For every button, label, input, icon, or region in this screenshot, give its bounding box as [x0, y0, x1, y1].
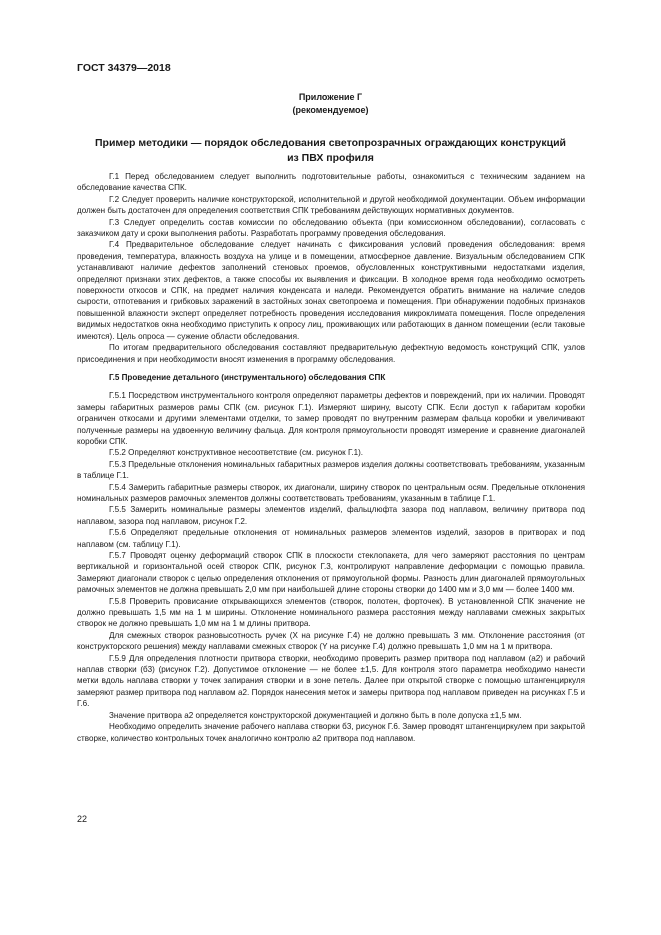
section-heading-g5: Г.5 Проведение детального (инструментального) обследования СПК [109, 372, 386, 382]
paragraph-g5-9-overlap: Необходимо определить значение рабочего наплава створки б3, рисунок Г.6. Замер проводят штангенциркулем при закрытой створке, количество контрольных точек аналогично контролю а2 притвора под наплавом. [77, 722, 585, 743]
paragraph-g5-7: Г.5.7 Проводят оценку деформаций створок СПК в плоскости стеклопакета, для чего замеряют расстояния по центрам вертикальной и горизонтальной осей створок СПК, рисунок Г.3, контролируют направление деформации с помощью правила. Замеряют диагонали створок с целью определения отклонения от прямоугольной формы. Разность длин диагоналей прямоугольных рамочных элементов не должна превышать 2,0 мм при наибольшей длине стороны створки до 1400 мм и 3,0 мм — более 1400 мм. [77, 551, 585, 595]
paragraph-g1: Г.1 Перед обследованием следует выполнить подготовительные работы, ознакомиться с техническим заданием на обследование качества СПК. [77, 172, 585, 193]
paragraph-g5-4: Г.5.4 Замерить габаритные размеры створок, их диагонали, ширину створок по центральным осям. Предельные отклонения номинальных размеров рамочных элементов должны соответствовать требованиям, указанным в таблице Г.1. [77, 482, 585, 503]
appendix-title: Приложение Г [298, 92, 363, 102]
document-body [77, 171, 585, 744]
paragraph-g5-8-handles: Для смежных створок разновысотность ручек (Х на рисунке Г.4) не должно превышать 3 мм. Отклонение расстояния (от конструкторского решения) между наплавами смежных створок (Y на рисунке Г.4) должно превышать 1,0 мм на 1 м притвора. [77, 630, 585, 652]
paragraph-g5-5: Г.5.5 Замерить номинальные размеры элементов изделий, фальцлюфта зазора под наплавом, величину притвора под наплавом, зазора под наплавом, рисунок Г.2. [77, 505, 585, 526]
paragraph-g5-1: Г.5.1 Посредством инструментального контроля определяют параметры дефектов и повреждений, при их наличии. Проводят замеры габаритных размеров рамы СПК (см. рисунок Г.1). Измеряют ширину, высоту СПК. Если доступ к габаритам коробки ограничен откосами и другими элементами отделки, то замер проводят по внутренним размерам фальца коробки и увеличивают полученные размеры на удвоенную величину фальца. Для контроля прямоугольности проводят измерение и сравнение диагоналей коробки СПК. [77, 391, 585, 446]
paragraph-g3: Г.3 Следует определить состав комиссии по обследованию объекта (при комиссионном обследовании), согласовать с заказчиком дату и сроки выполнения работы. Разработать программу проведения обследования. [77, 217, 585, 239]
paragraph-g5-6: Г.5.6 Определяют предельные отклонения от номинальных размеров элементов изделий, зазоров в притворах и под наплавом (см. таблицу Г.1). [77, 528, 585, 549]
paragraph-summary: По итогам предварительного обследования составляют предварительную дефектную ведомость конструкций СПК, узлов присоединения и при необходимости вносят изменения в программу обследования. [77, 343, 585, 364]
paragraph-g5-9-tolerance: Значение притвора а2 определяется конструкторской документацией и должно быть в поле допуска ±1,5 мм. [109, 710, 522, 720]
paragraph-g5-2: Г.5.2 Определяют конструктивное несоответствие (см. рисунок Г.1). [109, 448, 364, 458]
paragraph-g2: Г.2 Следует проверить наличие конструкторской, исполнительной и другой необходимой документации. Объем информации должен быть достаточен для определения соответствия СПК требованиям действующих нормативных документов. [77, 194, 585, 216]
appendix-status: (рекомендуемое) [292, 105, 369, 115]
page-number: 22 [77, 814, 88, 824]
method-heading [77, 136, 584, 166]
paragraph-g4: Г.4 Предварительное обследование следует начинать с фиксирования условий проведения обследования: время проведения, температура, влажность воздуха на улице и в помещении, атмосферное давление. Визуальным обследованием СПК устанавливают наличие дефектов заполнений стеновых проемов, обусловленных конструктивными недостатками изделия, определяют признаки этих дефектов, а также способы их выявления и фиксации. В холодное время года необходимо осмотреть поверхности откосов и СПК, на предмет наличия конденсата и наледи. Рекомендуется обратить внимание на наличие следов сырости, отпотевания и грибковых заражений в застойных зонах светопроема и помещения. При обнаружении подобных признаков повышенной влажности эксперт определяет потребность проведения исследования микроклимата помещения. После определения видимых недостатков окна необходимо приступить к опросу лиц, проживающих или работающих в данном помещении (если таковые имеются). Цель опроса — сужение области обследования. [77, 240, 585, 341]
paragraph-g5-9: Г.5.9 Для определения плотности притвора створки, необходимо проверить размер притвора под наплавом (а2) и рабочий наплав створки (б3) (рисунок Г.2). Допустимое отклонение — не более ±1,5. Для контроля этого параметра необходимо нанести метки вдоль наплава створки у точек запирания створки и в зоне петель. Далее при открытой створке с помощью штангенциркуля замеряют размер притвора под наплавом а2. Порядок нанесения меток и замеры притвора под наплавом приведен на рисунках Г.5 и Г.6. [77, 653, 585, 709]
paragraph-g5-8: Г.5.8 Проверить провисание открывающихся элементов (створок, полотен, форточек). В установленной СПК значение не должно превышать 1,5 мм на 1 м ширины. Отклонение номинального размера расстояния между наплавами смежных закрытых створок не должно превышать 1,0 мм на 1 м длины притвора. [77, 596, 585, 629]
method-heading-line-1: Пример методики — порядок обследования светопрозрачных ограждающих конструкций [94, 137, 567, 149]
standard-designation: ГОСТ 34379—2018 [77, 62, 171, 74]
paragraph-g5-3: Г.5.3 Предельные отклонения номинальных габаритных размеров изделия должны соответствовать требованиям, указанным в таблице Г.1. [77, 459, 585, 481]
method-heading-line-2: из ПВХ профиля [287, 152, 374, 164]
